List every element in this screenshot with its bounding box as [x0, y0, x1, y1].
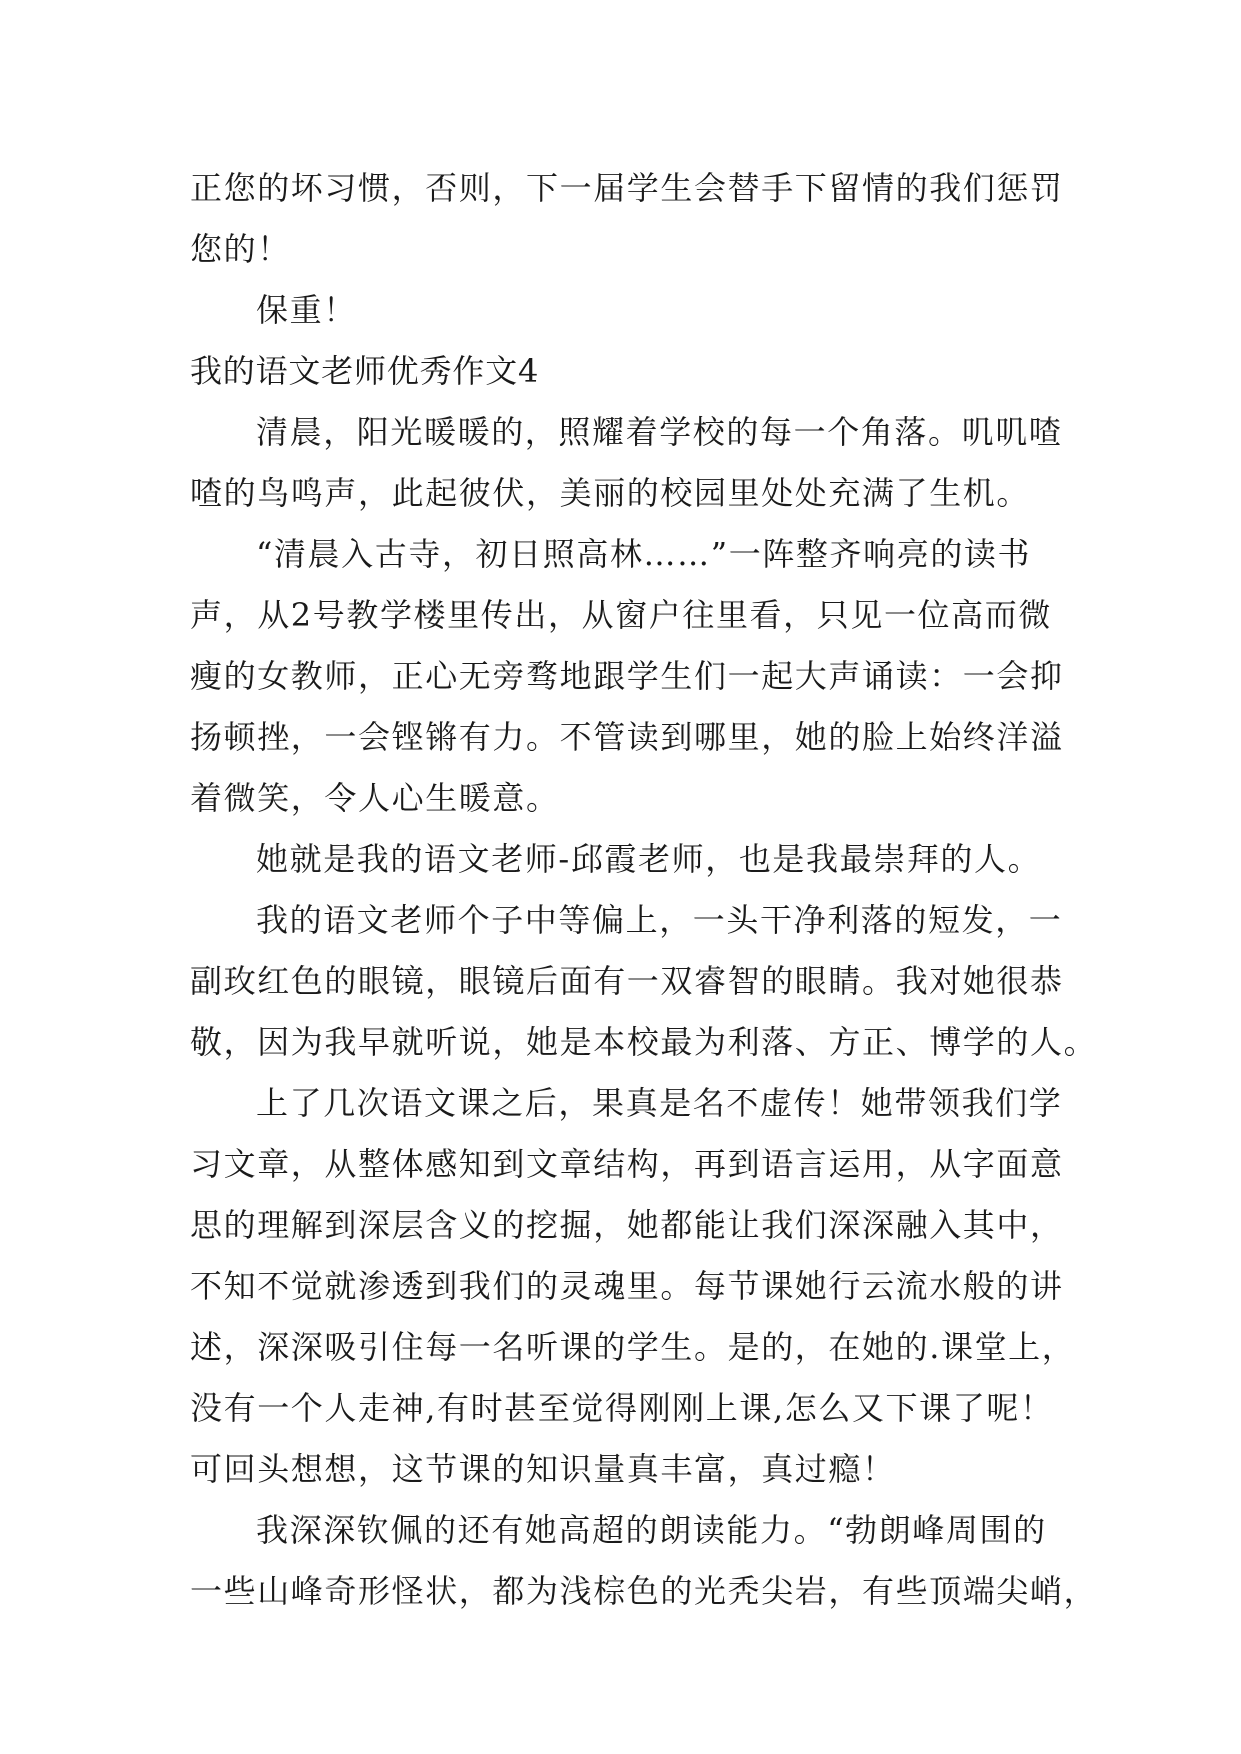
paragraph-closing — [190, 280, 1052, 341]
text-line: 她就是我的语文老师-邱霞老师，也是我最崇拜的人。 — [256, 840, 1042, 878]
text-line: 副玫红色的眼镜，眼镜后面有一双睿智的眼睛。我对她很恭 — [190, 962, 1064, 1000]
paragraph — [190, 829, 1052, 890]
text-line: 扬顿挫，一会铿锵有力。不管读到哪里，她的脸上始终洋溢 — [190, 718, 1064, 756]
text-line: 可回头想想，这节课的知识量真丰富，真过瘾！ — [190, 1450, 896, 1488]
paragraph-continuation — [190, 158, 1064, 280]
document-page — [190, 158, 1098, 1622]
paragraph — [190, 890, 1098, 1073]
text-line: 敬，因为我早就听说，她是本校最为利落、方正、博学的人。 — [190, 1023, 1098, 1061]
text-line: 述，深深吸引住每一名听课的学生。是的，在她的.课堂上， — [190, 1328, 1076, 1366]
text-line: 清晨，阳光暖暖的，照耀着学校的每一个角落。叽叽喳 — [256, 413, 1063, 451]
text-line: 没有一个人走神,有时甚至觉得刚刚上课,怎么又下课了呢！ — [190, 1389, 1054, 1427]
text-line: 喳的鸟鸣声，此起彼伏，美丽的校园里处处充满了生机。 — [190, 474, 1031, 512]
text-line: 一些山峰奇形怪状，都为浅棕色的光秃尖岩，有些顶端尖峭， — [190, 1572, 1098, 1610]
text-line: 不知不觉就渗透到我们的灵魂里。每节课她行云流水般的讲 — [190, 1267, 1064, 1305]
text-line: 思的理解到深层含义的挖掘，她都能让我们深深融入其中， — [190, 1206, 1064, 1244]
text-line: “清晨入古寺，初日照高林……”一阵整齐响亮的读书 — [256, 535, 1032, 573]
paragraph — [190, 1500, 1098, 1622]
text-line: 习文章，从整体感知到文章结构，再到语言运用，从字面意 — [190, 1145, 1064, 1183]
section-title: 我的语文老师优秀作文4 — [190, 352, 540, 390]
paragraph — [190, 402, 1063, 524]
text-line: 瘦的女教师，正心无旁骛地跟学生们一起大声诵读：一会抑 — [190, 657, 1064, 695]
essay-title — [190, 341, 1052, 402]
text-line: 我深深钦佩的还有她高超的朗读能力。“勃朗峰周围的 — [256, 1511, 1047, 1549]
text-line: 正您的坏习惯，否则，下一届学生会替手下留情的我们惩罚 — [190, 169, 1064, 207]
text-line: 您的！ — [190, 230, 291, 268]
text-line: 我的语文老师个子中等偏上，一头干净利落的短发，一 — [256, 901, 1063, 939]
text-line: 声，从2号教学楼里传出，从窗户往里看，只见一位高而微 — [190, 596, 1052, 634]
paragraph — [190, 524, 1064, 829]
text-line: 保重！ — [256, 291, 357, 329]
text-line: 着微笑，令人心生暖意。 — [190, 779, 560, 817]
paragraph — [190, 1073, 1076, 1500]
text-line: 上了几次语文课之后，果真是名不虚传！她带领我们学 — [256, 1084, 1063, 1122]
